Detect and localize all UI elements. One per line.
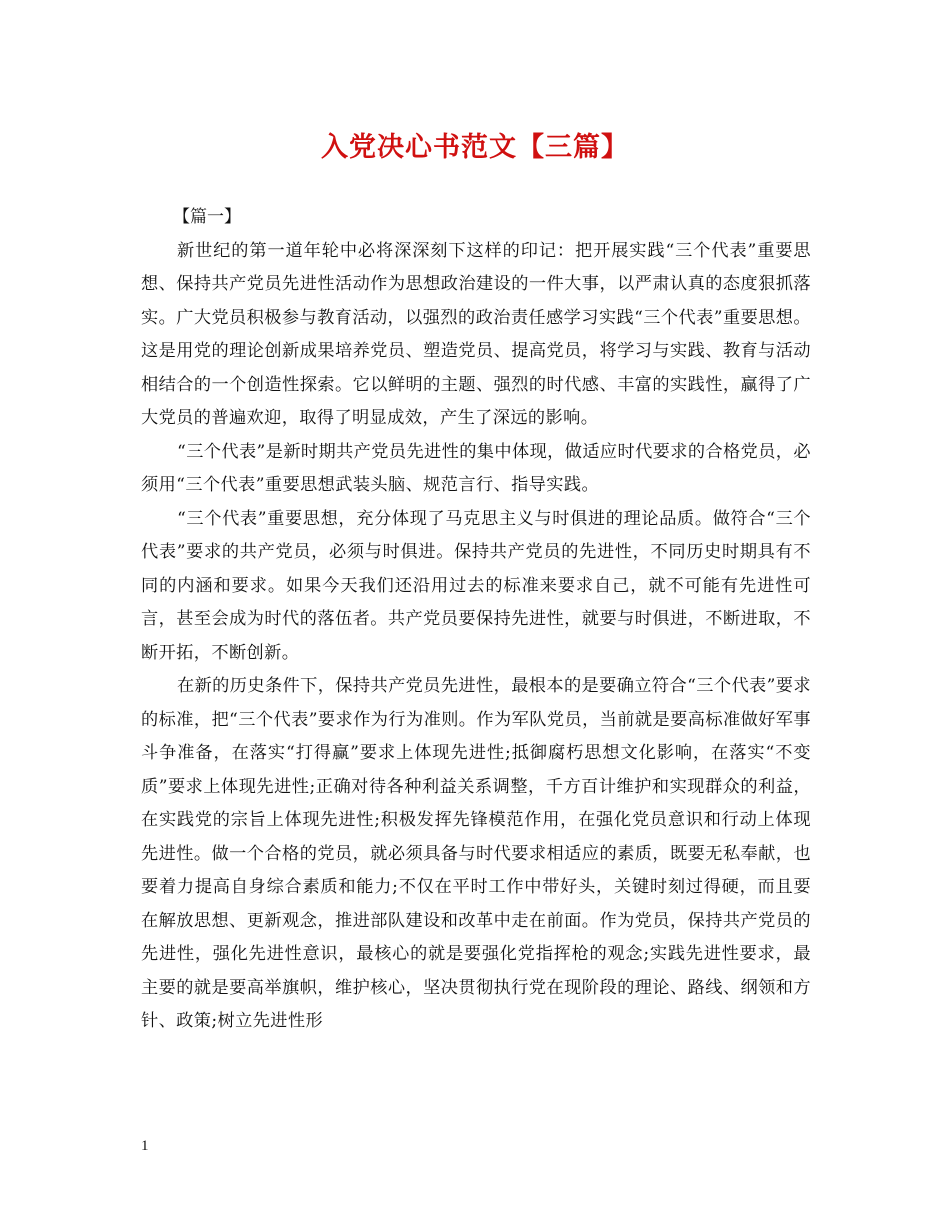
paragraph-3: “三个代表”重要思想，充分体现了马克思主义与时俱进的理论品质。做符合“三个代表”要求的共产党员，必须与时俱进。保持共产党员的先进性，不同历史时期具有不同的内涵和要求。如果今天我们还沿用过去的标准来要求自己，就不可能有先进性可言，甚至会成为时代的落伍者。共产党员要保持先进性，就要与时俱进，不断进取，不断开拓，不断创新。 [141, 508, 811, 663]
page-number: 1 [141, 1138, 149, 1154]
section-label: 【篇一】 [173, 207, 241, 227]
document-body [141, 201, 811, 1039]
paragraph-1: 新世纪的第一道年轮中必将深深刻下这样的印记：把开展实践“三个代表”重要思想、保持共产党员先进性活动作为思想政治建设的一件大事，以严肃认真的态度狠抓落实。广大党员积极参与教育活动，以强烈的政治责任感学习实践“三个代表”重要思想。这是用党的理论创新成果培养党员、塑造党员、提高党员，将学习与实践、教育与活动相结合的一个创造性探索。它以鲜明的主题、强烈的时代感、丰富的实践性，赢得了广大党员的普遍欢迎，取得了明显成效，产生了深远的影响。 [141, 240, 811, 428]
document-title: 入党决心书范文【三篇】 [321, 132, 629, 163]
paragraph-4: 在新的历史条件下，保持共产党员先进性，最根本的是要确立符合“三个代表”要求的标准，把“三个代表”要求作为行为准则。作为军队党员，当前就是要高标准做好军事斗争准备，在落实“打得赢”要求上体现先进性;抵御腐朽思想文化影响，在落实“不变质”要求上体现先进性;正确对待各种利益关系调整，千方百计维护和实现群众的利益，在实践党的宗旨上体现先进性;积极发挥先锋模范作用，在强化党员意识和行动上体现先进性。做一个合格的党员，就必须具备与时代要求相适应的素质，既要无私奉献，也要着力提高自身综合素质和能力;不仅在平时工作中带好头，关键时刻过得硬，而且要在解放思想、更新观念，推进部队建设和改革中走在前面。作为党员，保持共产党员的先进性，强化先进性意识，最核心的就是要强化党指挥枪的观念;实践先进性要求，最主要的就是要高举旗帜，维护核心，坚决贯彻执行党在现阶段的理论、路线、纲领和方针、政策;树立先进性形 [141, 676, 811, 1031]
paragraph-2: “三个代表”是新时期共产党员先进性的集中体现，做适应时代要求的合格党员，必须用“三个代表”重要思想武装头脑、规范言行、指导实践。 [141, 441, 811, 495]
